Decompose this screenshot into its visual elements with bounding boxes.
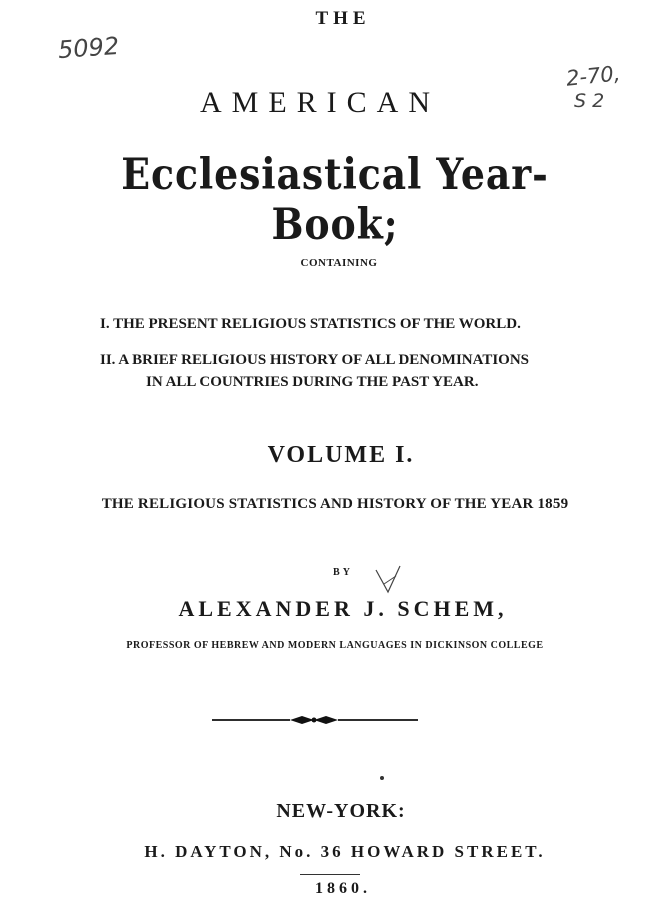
title-article: THE — [315, 8, 371, 29]
main-title: Ecclesiastical Year-Book; — [121, 150, 549, 250]
handwritten-call-number: 5092 — [57, 31, 120, 65]
title-american: AMERICAN — [199, 86, 440, 119]
subtitle: THE RELIGIOUS STATISTICS AND HISTORY OF THE YEAR 1859 — [101, 496, 569, 512]
handwritten-shelf-mark: 2-70, — [564, 61, 622, 91]
volume-label: VOLUME I. — [267, 442, 415, 468]
publication-city: NEW-YORK: — [276, 800, 406, 822]
author-name: ALEXANDER J. SCHEM, — [178, 596, 508, 621]
handwritten-shelf-mark-2: S 2 — [574, 90, 605, 112]
year-rule — [300, 874, 360, 875]
author-affiliation: PROFESSOR OF HEBREW AND MODERN LANGUAGES IN DICKINSON COLLEGE — [126, 640, 544, 651]
ornamental-rule-icon — [210, 710, 420, 730]
ink-speck — [380, 776, 384, 780]
publisher-address: H. DAYTON, No. 36 HOWARD STREET. — [144, 842, 546, 861]
contents-item-2: II. A BRIEF RELIGIOUS HISTORY OF ALL DENOMINATIONS — [100, 352, 530, 368]
contents-item-1: I. THE PRESENT RELIGIOUS STATISTICS OF THE WORLD. — [100, 316, 521, 332]
publication-year: 1860. — [315, 880, 371, 897]
containing-label: CONTAINING — [300, 257, 378, 269]
by-label: BY — [333, 567, 353, 578]
contents-item-2-continued: IN ALL COUNTRIES DURING THE PAST YEAR. — [146, 374, 479, 390]
